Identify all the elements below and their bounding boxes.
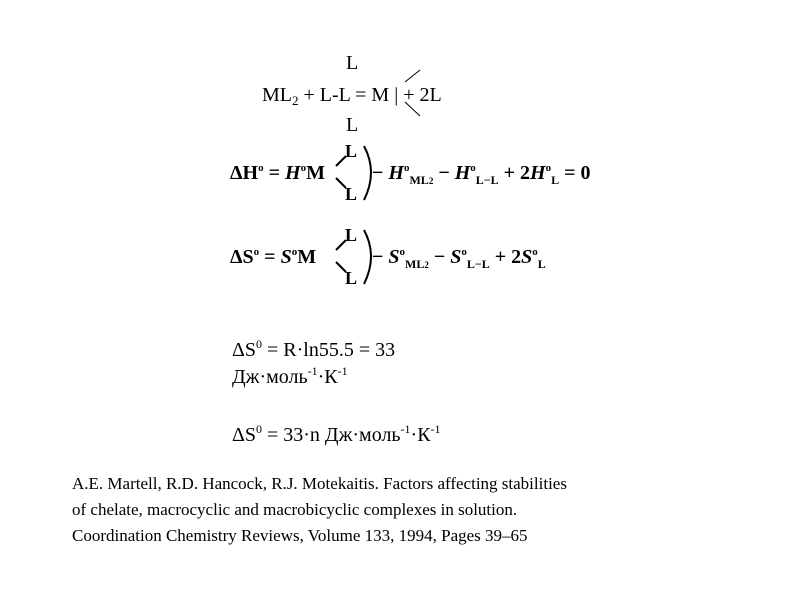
entropy-s3: S (450, 246, 462, 268)
reaction-left-sub: 2 (292, 93, 299, 108)
enthalpy-h4-sub: L (551, 173, 560, 187)
entropy-deg-4: o (461, 246, 467, 258)
entropy-m: M (297, 246, 317, 268)
entropy-n-c: ·К (410, 424, 431, 446)
entropy-n-sup1: -1 (400, 422, 411, 436)
entropy-value-lhs: ΔS (232, 339, 256, 361)
reference-line-3: Coordination Chemistry Reviews, Volume 133, 1994, Pages 39–65 (72, 526, 528, 545)
entropy-n-lhs: ΔS (232, 424, 256, 446)
entropy-rest (372, 246, 546, 272)
entropy-eq: = (259, 246, 281, 268)
enthalpy-h: H (285, 162, 301, 184)
reaction-middle: + L-L = M (298, 84, 390, 106)
enthalpy-lhs: ΔH (230, 162, 259, 184)
entropy-deg-5: o (532, 246, 538, 258)
entropy-main (230, 246, 316, 269)
enthalpy-h3: H (454, 162, 471, 184)
enthalpy-deg-3: o (403, 162, 410, 174)
reaction-left: ML (262, 84, 292, 106)
entropy-value-line1 (232, 337, 395, 362)
entropy-deg: o (253, 246, 260, 258)
enthalpy-deg-5: o (545, 162, 552, 174)
enthalpy-top-l: L (345, 141, 358, 161)
enthalpy-rest (372, 162, 591, 188)
entropy-value-rhs: = R·ln55.5 = 33 (261, 339, 396, 361)
entropy-top-l: L (345, 225, 358, 245)
enthalpy-eq: = (263, 162, 286, 184)
entropy-bottom-l: L (345, 268, 358, 288)
entropy-plus: + 2 (489, 246, 522, 268)
entropy-value-line2 (232, 364, 348, 389)
enthalpy-plus: + 2 (498, 162, 531, 184)
entropy-s: S (280, 246, 292, 268)
enthalpy-main (230, 162, 325, 185)
entropy-s2: S (388, 246, 400, 268)
entropy-n-sup2: -1 (430, 422, 441, 436)
entropy-s4-sub: L (537, 257, 546, 271)
entropy-s4: S (521, 246, 533, 268)
reference-line-2: of chelate, macrocyclic and macrobicyclic complexes in solution. (72, 500, 518, 519)
entropy-s2-sub (405, 257, 429, 271)
entropy-n-line (232, 422, 441, 447)
entropy-unit-sup2: -1 (337, 364, 348, 378)
entropy-deg-3: o (399, 246, 406, 258)
enthalpy-minus2: − (433, 162, 455, 184)
entropy-s2-sub-text: ML (405, 257, 425, 271)
enthalpy-h2-sub-text: ML (409, 173, 429, 187)
enthalpy-deg-2: o (300, 162, 307, 174)
entropy-s3-sub: L−L (466, 257, 490, 271)
entropy-s2-sub2: 2 (424, 260, 429, 270)
enthalpy-h3-sub: L−L (475, 173, 499, 187)
reaction-chelate-bonds (400, 62, 430, 124)
entropy-unit-b: ·К (317, 366, 338, 388)
enthalpy-m: M (306, 162, 325, 184)
enthalpy-deg: o (258, 162, 264, 174)
reference-citation (72, 471, 752, 549)
entropy-unit-a: Дж·моль (232, 366, 308, 388)
reaction-top-ligand: L (346, 52, 359, 74)
entropy-n-b: = 33·n Дж·моль (261, 424, 401, 446)
entropy-deg-2: o (291, 246, 298, 258)
enthalpy-h2-sub2: 2 (428, 176, 434, 186)
enthalpy-minus1: − (372, 162, 389, 184)
enthalpy-h2: H (388, 162, 404, 184)
reference-line-1: A.E. Martell, R.D. Hancock, R.J. Motekaitis. Factors affecting stabilities (72, 474, 567, 493)
entropy-unit-sup1: -1 (307, 364, 318, 378)
enthalpy-end: = 0 (559, 162, 591, 184)
reaction-right: | + 2L (389, 84, 442, 106)
enthalpy-h2-sub (409, 173, 433, 187)
entropy-minus1: − (372, 246, 389, 268)
enthalpy-bottom-l: L (345, 184, 358, 204)
entropy-minus2: − (428, 246, 451, 268)
reaction-bottom-ligand: L (346, 114, 359, 136)
entropy-n-sup0: 0 (255, 422, 262, 436)
enthalpy-h4: H (530, 162, 546, 184)
entropy-lhs: ΔS (230, 246, 254, 268)
entropy-value-sup: 0 (255, 337, 262, 351)
enthalpy-deg-4: o (470, 162, 476, 174)
